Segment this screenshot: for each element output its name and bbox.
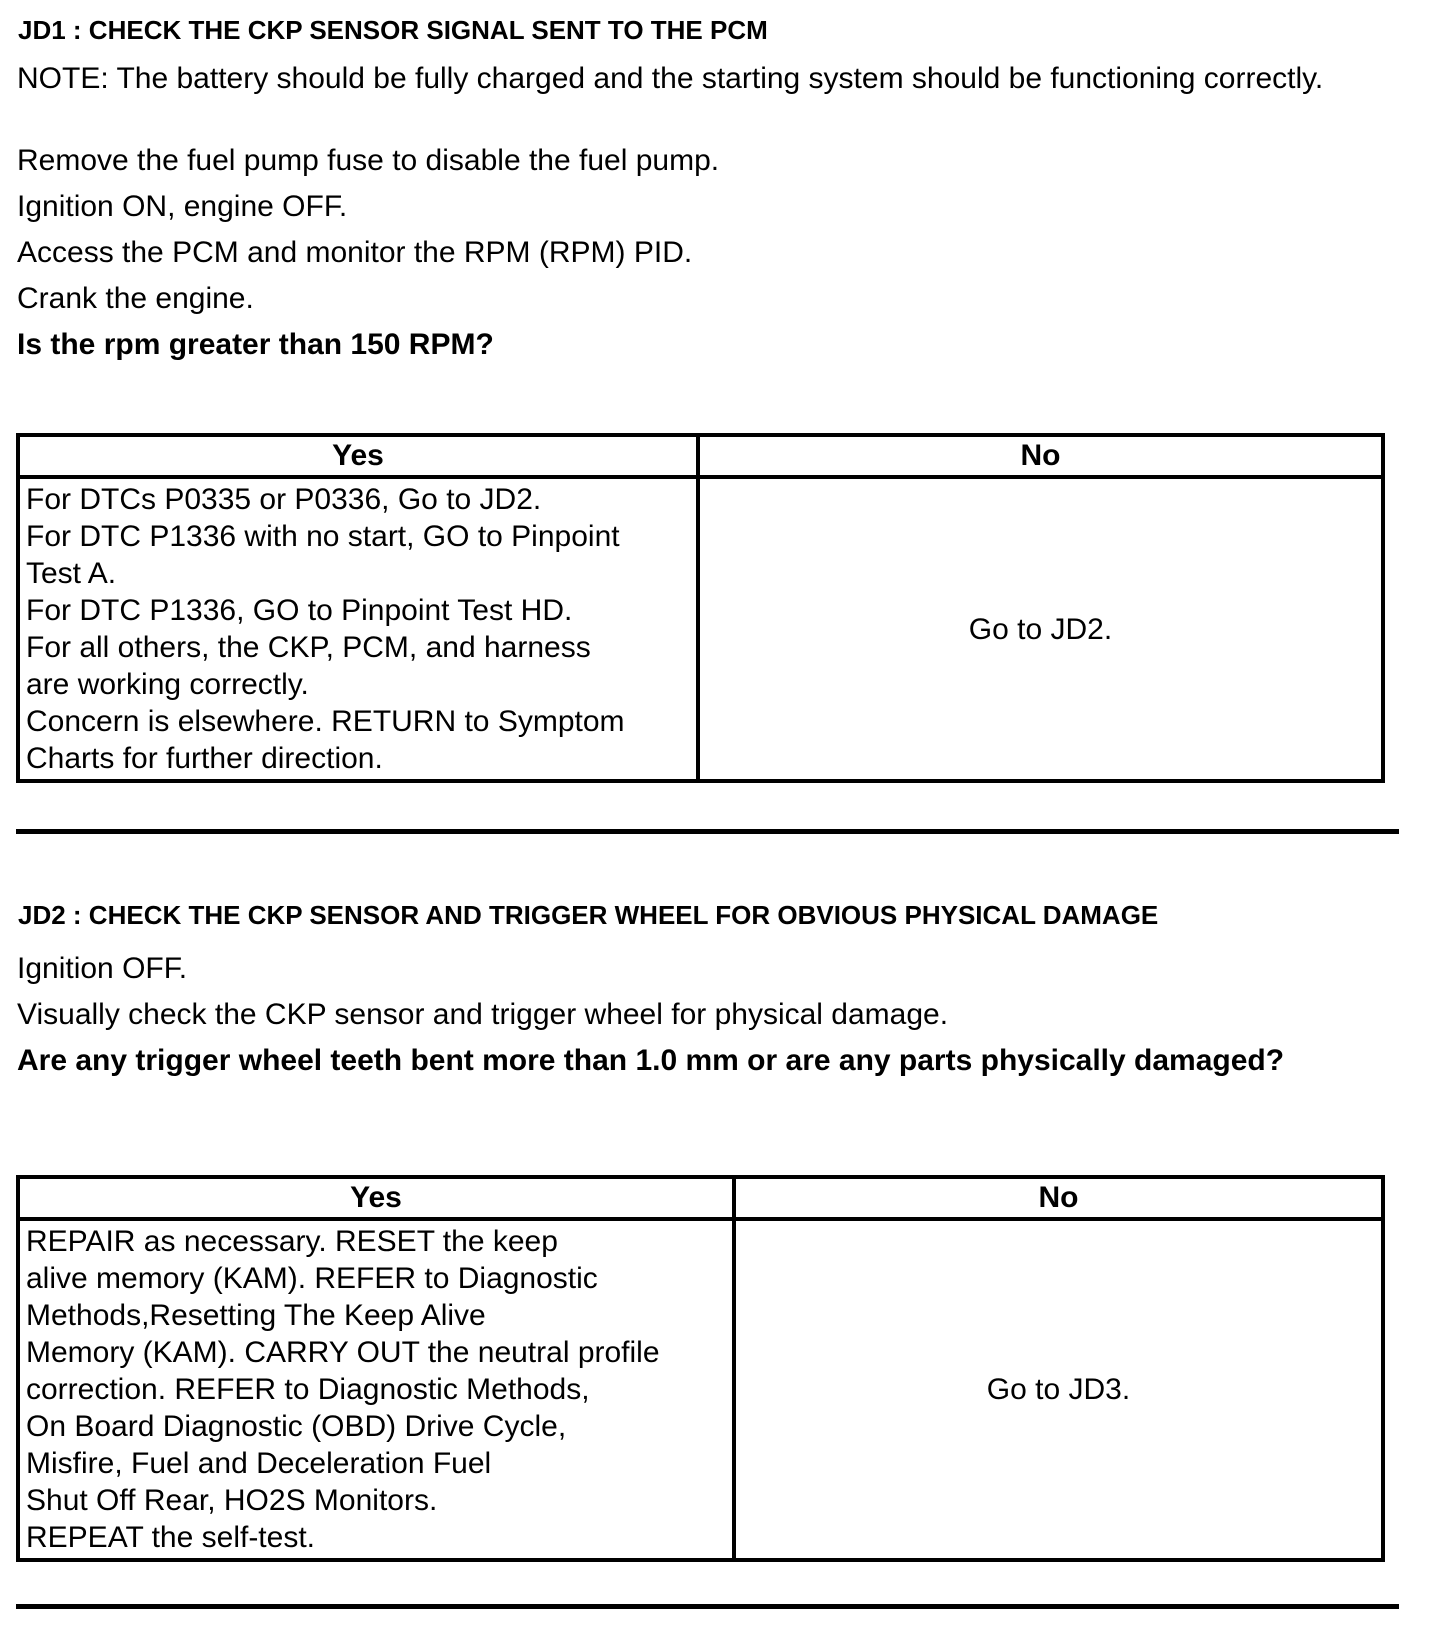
section-divider [16,1604,1399,1609]
yes-header: Yes [18,435,698,477]
jd1-step-1: Remove the fuel pump fuse to disable the fuel pump. [17,144,720,177]
yes-line: Charts for further direction. [26,742,383,775]
jd1-note: NOTE: The battery should be fully charged and the starting system should be functioning correctly. [17,62,1324,95]
yes-cell [18,477,698,781]
yes-line: For DTC P1336 with no start, GO to Pinpoint [26,520,620,553]
jd2-question: Are any trigger wheel teeth bent more than 1.0 mm or are any parts physically damaged? [17,1044,1285,1077]
no-header: No [698,435,1383,477]
yes-cell [18,1219,734,1560]
jd2-step-1: Ignition OFF. [17,952,188,985]
yes-line: REPEAT the self-test. [26,1521,315,1554]
no-header: No [734,1177,1383,1219]
jd2-step-2: Visually check the CKP sensor and trigger wheel for physical damage. [17,998,949,1031]
yes-line: Memory (KAM). CARRY OUT the neutral profile [26,1336,660,1369]
yes-line: correction. REFER to Diagnostic Methods, [26,1373,590,1406]
jd1-question: Is the rpm greater than 150 RPM? [17,328,494,361]
jd1-step-3: Access the PCM and monitor the RPM (RPM) PID. [17,236,693,269]
yes-header: Yes [18,1177,734,1219]
yes-line: REPAIR as necessary. RESET the keep [26,1225,558,1258]
yes-line: Misfire, Fuel and Deceleration Fuel [26,1447,492,1480]
no-cell: Go to JD3. [734,1219,1383,1560]
yes-line: Concern is elsewhere. RETURN to Symptom [26,705,625,738]
table-header-row [18,1177,1383,1219]
yes-line: Shut Off Rear, HO2S Monitors. [26,1484,438,1517]
jd1-step-4: Crank the engine. [17,282,254,315]
jd1-title: JD1 : CHECK THE CKP SENSOR SIGNAL SENT TO THE PCM [18,15,768,45]
section-divider [16,829,1399,834]
yes-line: For DTC P1336, GO to Pinpoint Test HD. [26,594,573,627]
jd1-step-2: Ignition ON, engine OFF. [17,190,348,223]
table-row [18,477,1383,781]
jd2-title: JD2 : CHECK THE CKP SENSOR AND TRIGGER WHEEL FOR OBVIOUS PHYSICAL DAMAGE [18,900,1159,930]
yes-line: are working correctly. [26,668,309,701]
yes-line: For all others, the CKP, PCM, and harness [26,631,591,664]
yes-line: Methods,Resetting The Keep Alive [26,1299,486,1332]
yes-line: On Board Diagnostic (OBD) Drive Cycle, [26,1410,567,1443]
no-cell: Go to JD2. [698,477,1383,781]
table-header-row [18,435,1383,477]
table-row [18,1219,1383,1560]
jd2-decision-table [16,1175,1385,1562]
yes-line: alive memory (KAM). REFER to Diagnostic [26,1262,598,1295]
yes-line: Test A. [26,557,117,590]
yes-line: For DTCs P0335 or P0336, Go to JD2. [26,483,542,516]
jd1-decision-table [16,433,1385,783]
